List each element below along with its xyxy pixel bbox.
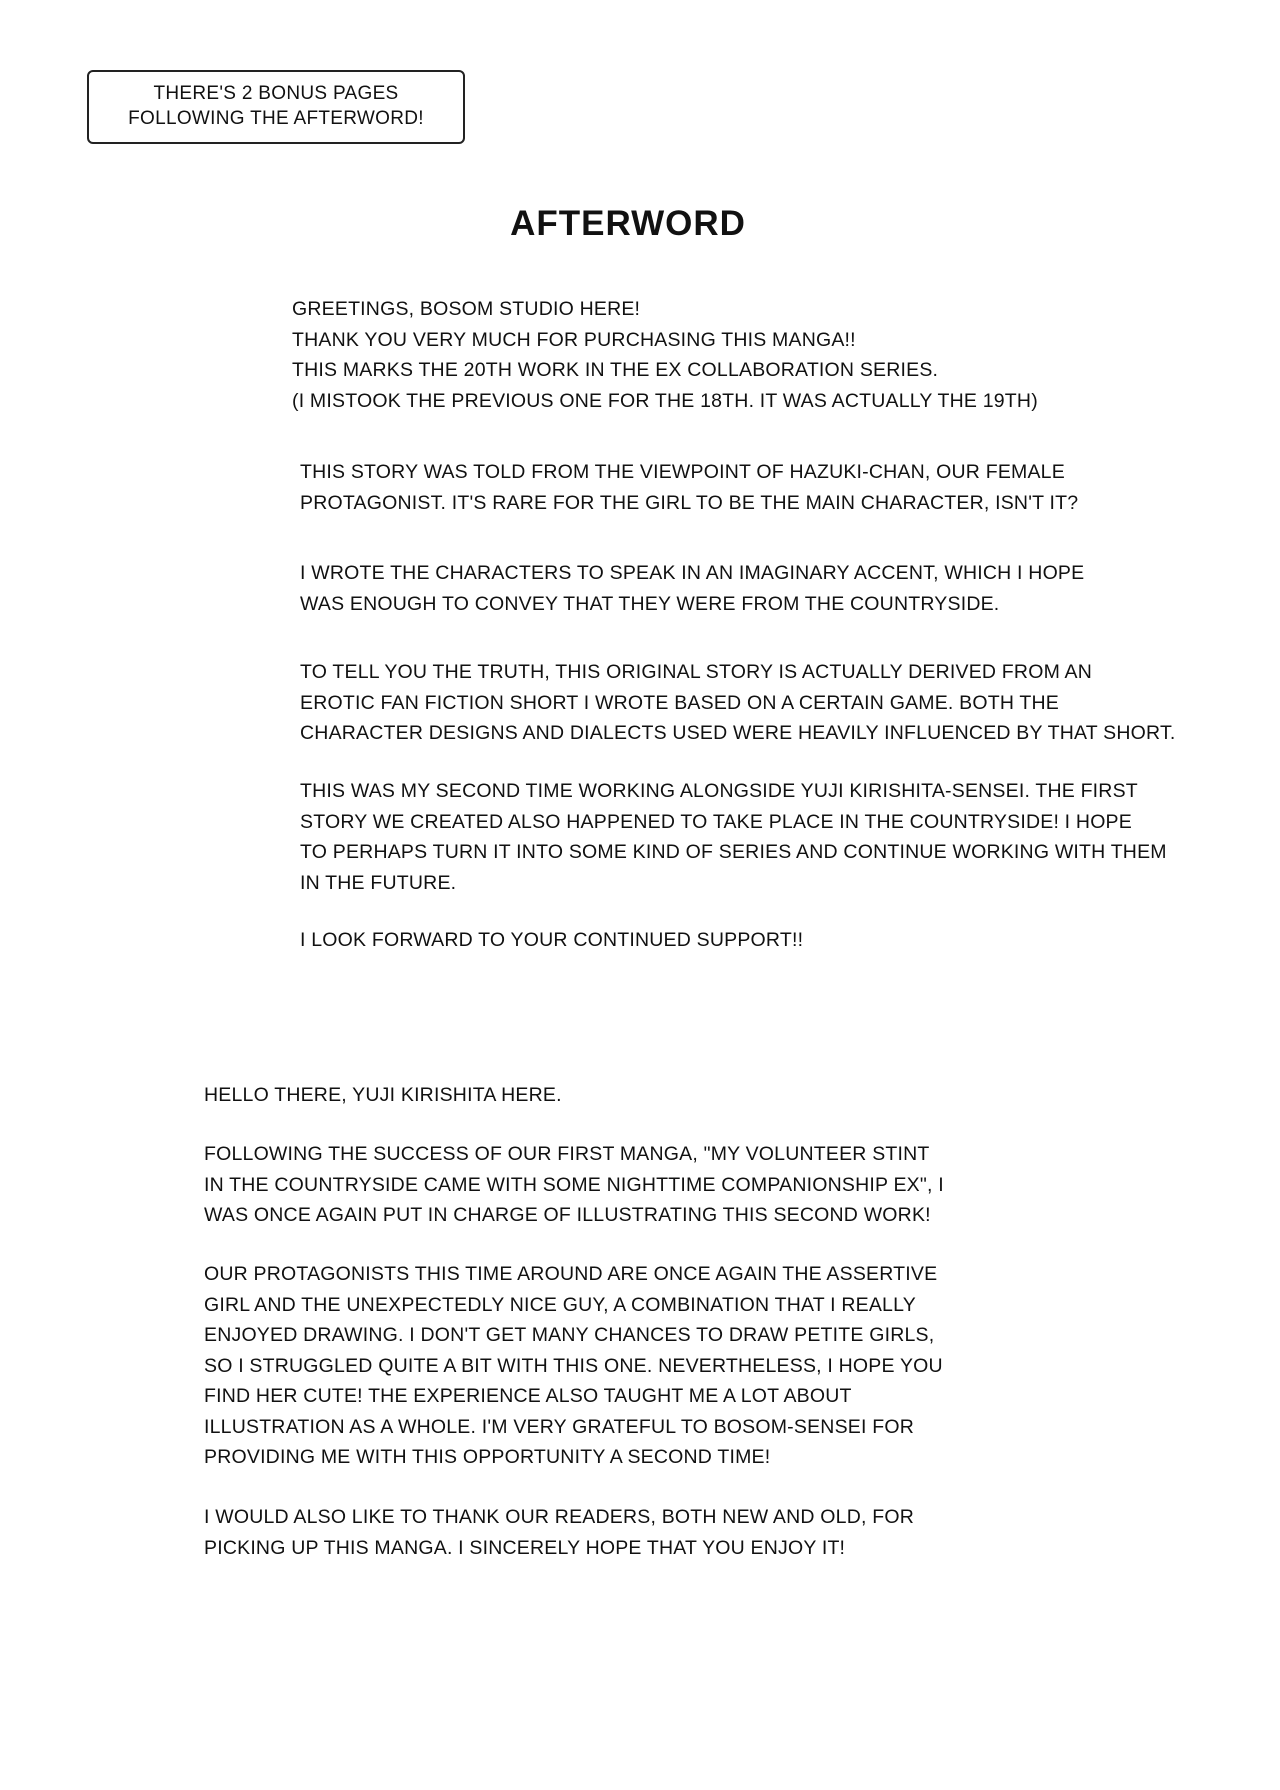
text-line: ILLUSTRATION AS A WHOLE. I'M VERY GRATEFUL TO BOSOM-SENSEI FOR (204, 1415, 914, 1438)
text-line: I WROTE THE CHARACTERS TO SPEAK IN AN IMAGINARY ACCENT, WHICH I HOPE (300, 562, 1085, 584)
text-line: WAS ENOUGH TO CONVEY THAT THEY WERE FROM THE COUNTRYSIDE. (300, 592, 1000, 615)
bonus-pages-note-box (87, 70, 465, 144)
text-line: FOLLOWING THE SUCCESS OF OUR FIRST MANGA, "MY VOLUNTEER STINT (204, 1143, 930, 1165)
text-line: ENJOYED DRAWING. I DON'T GET MANY CHANCES TO DRAW PETITE GIRLS, (204, 1324, 935, 1346)
text-line: PICKING UP THIS MANGA. I SINCERELY HOPE THAT YOU ENJOY IT! (204, 1536, 846, 1559)
text-line: STORY WE CREATED ALSO HAPPENED TO TAKE PLACE IN THE COUNTRYSIDE! I HOPE (300, 810, 1132, 833)
bosom-section-paragraph (292, 294, 1038, 416)
note-line: FOLLOWING THE AFTERWORD! (128, 108, 424, 129)
text-line: FIND HER CUTE! THE EXPERIENCE ALSO TAUGHT ME A LOT ABOUT (204, 1385, 852, 1407)
page-title: AFTERWORD (510, 204, 746, 243)
note-line: THERE'S 2 BONUS PAGES (153, 83, 399, 104)
text-line: PROVIDING ME WITH THIS OPPORTUNITY A SECOND TIME! (204, 1446, 771, 1468)
bosom-section-paragraph (300, 925, 803, 956)
text-line: CHARACTER DESIGNS AND DIALECTS USED WERE HEAVILY INFLUENCED BY THAT SHORT. (300, 722, 1176, 744)
text-line: THIS STORY WAS TOLD FROM THE VIEWPOINT OF HAZUKI-CHAN, OUR FEMALE (300, 461, 1065, 483)
text-line: THIS WAS MY SECOND TIME WORKING ALONGSIDE YUJI KIRISHITA-SENSEI. THE FIRST (300, 780, 1138, 802)
text-line: SO I STRUGGLED QUITE A BIT WITH THIS ONE. NEVERTHELESS, I HOPE YOU (204, 1354, 943, 1377)
text-line: THANK YOU VERY MUCH FOR PURCHASING THIS MANGA!! (292, 328, 856, 351)
text-line: (I MISTOOK THE PREVIOUS ONE FOR THE 18TH. IT WAS ACTUALLY THE 19TH) (292, 389, 1038, 412)
text-line: EROTIC FAN FICTION SHORT I WROTE BASED ON A CERTAIN GAME. BOTH THE (300, 691, 1059, 714)
text-line: GIRL AND THE UNEXPECTEDLY NICE GUY, A COMBINATION THAT I REALLY (204, 1293, 916, 1316)
kirishita-section-paragraph (204, 1139, 944, 1231)
kirishita-section-paragraph (204, 1259, 943, 1473)
bosom-section-paragraph (300, 657, 1176, 749)
kirishita-section-paragraph (204, 1502, 914, 1563)
bosom-section-paragraph (300, 776, 1167, 898)
text-line: HELLO THERE, YUJI KIRISHITA HERE. (204, 1084, 562, 1106)
text-line: THIS MARKS THE 20TH WORK IN THE EX COLLABORATION SERIES. (292, 359, 939, 381)
text-line: I WOULD ALSO LIKE TO THANK OUR READERS, BOTH NEW AND OLD, FOR (204, 1506, 915, 1528)
text-line: TO TELL YOU THE TRUTH, THIS ORIGINAL STORY IS ACTUALLY DERIVED FROM AN (300, 661, 1093, 683)
text-line: IN THE COUNTRYSIDE CAME WITH SOME NIGHTTIME COMPANIONSHIP EX", I (204, 1173, 944, 1196)
text-line: WAS ONCE AGAIN PUT IN CHARGE OF ILLUSTRATING THIS SECOND WORK! (204, 1204, 931, 1226)
text-line: OUR PROTAGONISTS THIS TIME AROUND ARE ONCE AGAIN THE ASSERTIVE (204, 1263, 938, 1285)
text-line: PROTAGONIST. IT'S RARE FOR THE GIRL TO BE THE MAIN CHARACTER, ISN'T IT? (300, 491, 1079, 514)
text-line: GREETINGS, BOSOM STUDIO HERE! (292, 298, 641, 320)
text-line: IN THE FUTURE. (300, 871, 457, 894)
text-line: I LOOK FORWARD TO YOUR CONTINUED SUPPORT!! (300, 929, 804, 951)
bosom-section-paragraph (300, 558, 1084, 619)
bosom-section-paragraph (300, 457, 1078, 518)
kirishita-section-paragraph (204, 1080, 562, 1111)
text-line: TO PERHAPS TURN IT INTO SOME KIND OF SERIES AND CONTINUE WORKING WITH THEM (300, 841, 1167, 863)
